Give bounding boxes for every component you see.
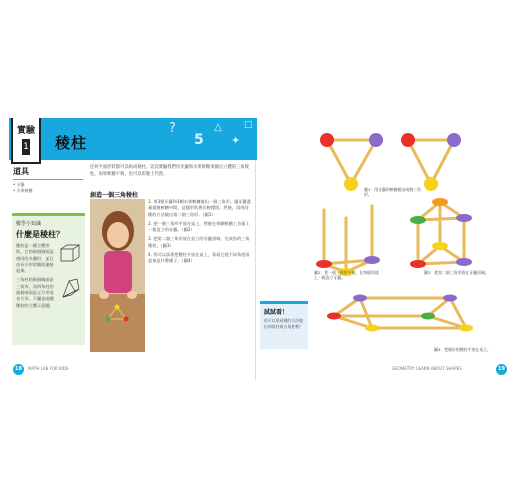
try-it-title: 試試看！ [264,309,289,316]
figure-2-caption: 圖2：把一個三角形平放，在每個角插上一根直立牙籤。 [314,270,379,281]
math-fact-text: 稜柱是一種立體形狀，它的兩個端面是相同的多邊形，並且由長方形的側面連接起來。 [16,243,54,274]
square-doodle-icon: □ [244,120,253,130]
math-fact-box [12,213,85,345]
tools-heading: 道具 [13,167,29,176]
tools-item: • 牙籤 [13,182,25,187]
badge-number: 1 [22,139,30,155]
math-fact-label: 數學小知識 [16,221,42,227]
red-candy-icon [401,133,415,147]
number-doodle-icon: 5 [194,132,204,148]
intro-paragraph: 任何平面形狀都可以組成稜柱。這次實驗我們用牙籤和水果軟糖來做出立體的三角稜柱。如果軟糖不夠，也可以用黏土代替。 [90,165,249,177]
star-doodle-icon: ✦ [231,134,241,147]
step-item: 4. 你可以試著把稜柱平放在桌上，看看它從不同角度看起來是什麼樣子。（圖4） [148,252,250,264]
try-it-text: 你可以用同樣的方法做出四角柱或五角柱嗎？ [264,318,303,329]
yellow-candy-icon [344,177,358,191]
step-item: 3. 把第二個三角形放在直立的牙籤頂端，完成你的三角稜柱。（圖3） [148,236,250,248]
step-item: 2. 把一個三角形平放在桌上，然後在每顆軟糖上各插上一根直立的牙籤。（圖2） [148,220,250,233]
try-it-box [260,301,308,349]
page-title: 稜柱 [55,134,88,152]
steps-list [148,199,252,268]
math-fact-title: 什麼是稜柱？ [16,230,64,239]
tools-divider [13,179,83,180]
figure-1-caption: 圖1：用牙籤和軟糖做出兩個三角形。 [364,187,421,198]
badge-label: 實驗 [16,126,35,136]
math-fact-text-2: 三角柱的兩個端面是三角形，而四角柱的兩個端面是正方形或長方形。下圖是兩種稜柱的立體示意圖。 [16,277,54,308]
tools-list [13,182,83,194]
red-candy-icon [320,133,334,147]
figure-3-caption: 圖3：把第二個三角形放在牙籤頂端。 [424,270,489,275]
page-number-right: 19 [496,364,507,375]
triangular-prism-diagram-icon [59,277,81,299]
footer-right-text: GEOMETRY: LEARN ABOUT SHAPES [392,366,462,371]
prism-figures [300,120,500,360]
tools-item: • 水果軟糖 [13,188,33,193]
page-number-left: 18 [13,364,24,375]
steps-heading: 創造一個三角稜柱 [90,192,139,199]
purple-candy-icon [447,133,461,147]
step-item: 1. 用3根牙籤和3顆水果軟糖做出一個三角形。讓牙籤盡量插進軟糖中間，這樣形狀會比較穩固。然後，再用同樣的方法做出第二個三角形。（圖1） [148,199,251,217]
yellow-candy-icon [424,177,438,191]
triangle-doodle-icon: △ [214,122,222,133]
purple-candy-icon [369,133,383,147]
figure-4-caption: 圖4：把做好的稜柱平放在桌上。 [434,347,491,352]
experiment-badge [11,118,41,164]
tools-section [13,166,83,194]
math-doodle-icon: ? [169,121,176,136]
footer-left-text: MATH LAB FOR KIDS [28,366,69,371]
child-building-photo [90,199,145,352]
cube-diagram-icon [59,243,81,263]
chapter-header-banner [9,118,257,160]
